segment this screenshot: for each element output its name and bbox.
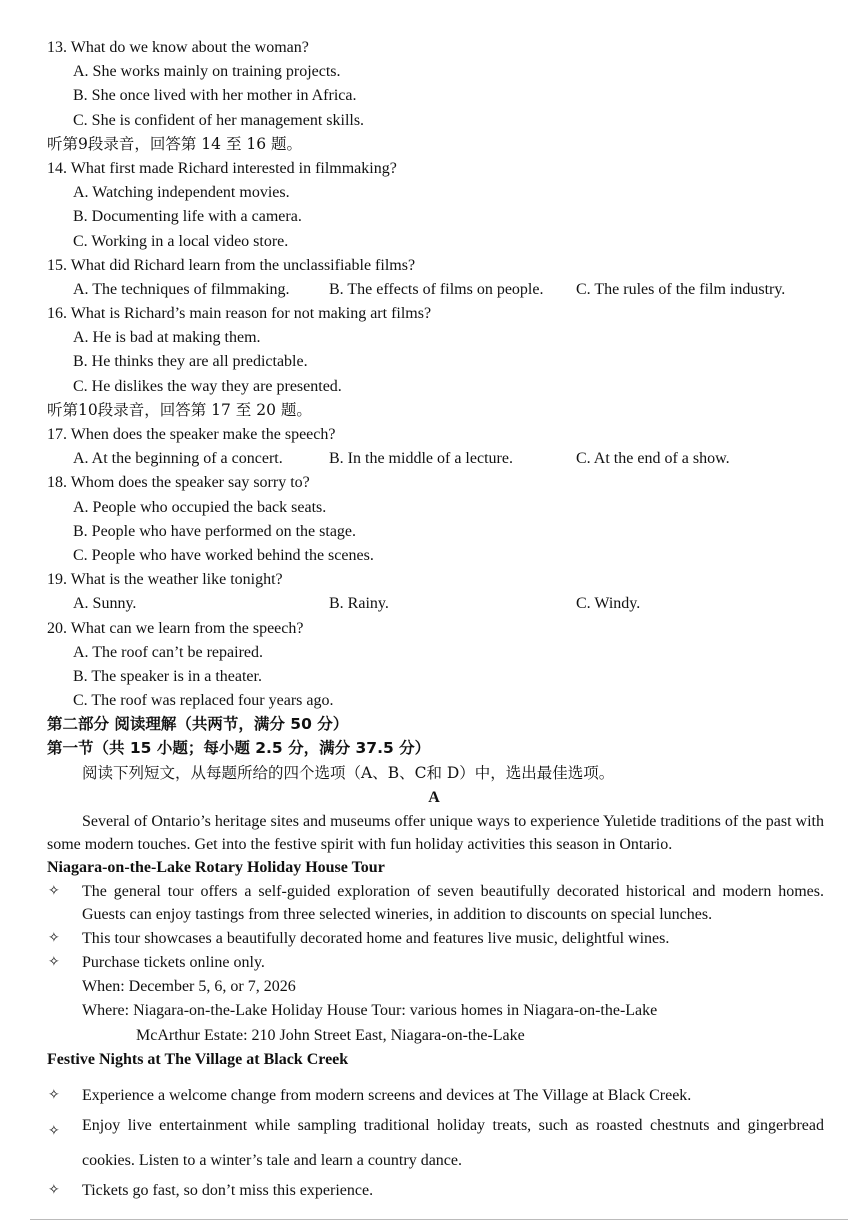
- question-14-option-c: C. Working in a local video store.: [73, 232, 289, 250]
- question-18-option-b: B. People who have performed on the stage.: [73, 522, 357, 540]
- bottom-divider: [30, 1219, 848, 1220]
- passage-label: A: [428, 788, 440, 806]
- event-1-when: When: December 5, 6, or 7, 2026: [82, 978, 296, 996]
- question-13-option-c: C. She is confident of her management skills.: [73, 111, 365, 129]
- event-1-bullet-text: The general tour offers a self-guided exploration of seven beautifully decorated historical and modern homes. Guests can enjoy tastings from three selected wineries, in addition to discounts on special lunches.: [82, 883, 824, 924]
- part-two-title: 第二部分 阅读理解（共两节，满分 50 分）: [47, 715, 349, 734]
- question-20-stem: 20. What can we learn from the speech?: [47, 619, 304, 637]
- question-17-stem: 17. When does the speaker make the speech?: [47, 426, 336, 443]
- question-19-option-b: B. Rainy.: [329, 595, 389, 613]
- bullet-mark-icon: ✧: [48, 954, 60, 971]
- event-1-bullet-text: Purchase tickets online only.: [82, 954, 265, 972]
- event-2-bullet: [0, 1084, 868, 1107]
- question-14-option-a: A. Watching independent movies.: [73, 184, 290, 202]
- event-1-where: Where: Niagara-on-the-Lake Holiday House Tour: various homes in Niagara-on-the-Lake: [82, 1002, 658, 1020]
- section-10-instruction: 听第10段录音，回答第 17 至 20 题。: [47, 400, 312, 419]
- section-one-title: 第一节（共 15 小题；每小题 2.5 分，满分 37.5 分）: [47, 739, 431, 758]
- question-15-stem: 15. What did Richard learn from the unclassifiable films?: [47, 256, 416, 274]
- question-16-stem: 16. What is Richard’s main reason for not making art films?: [47, 305, 432, 323]
- bullet-mark-icon: ✧: [48, 930, 60, 947]
- question-15-option-c: C. The rules of the film industry.: [576, 280, 786, 298]
- question-19-stem: 19. What is the weather like tonight?: [47, 571, 283, 589]
- event-2-bullet-text: Tickets go fast, so don’t miss this experience.: [82, 1181, 374, 1199]
- event-2-bullet: [0, 1179, 868, 1202]
- event-1-title: Niagara-on-the-Lake Rotary Holiday House Tour: [47, 859, 385, 876]
- question-16-option-a: A. He is bad at making them.: [73, 329, 261, 347]
- bullet-mark-icon: ✧: [48, 1086, 60, 1103]
- question-17-option-a: A. At the beginning of a concert.: [73, 450, 283, 468]
- question-18-option-c: C. People who have worked behind the scenes.: [73, 546, 374, 564]
- question-20-option-a: A. The roof can’t be repaired.: [73, 643, 263, 661]
- question-18-option-a: A. People who occupied the back seats.: [73, 498, 327, 516]
- question-14-stem: 14. What first made Richard interested in filmmaking?: [47, 159, 397, 177]
- question-15-option-a: A. The techniques of filmmaking.: [73, 280, 290, 298]
- question-15-options: [0, 278, 868, 302]
- event-1-bullet-text: This tour showcases a beautifully decorated home and features live music, delightful wines.: [82, 930, 670, 948]
- event-2-title: Festive Nights at The Village at Black Creek: [47, 1050, 349, 1068]
- question-16-option-c: C. He dislikes the way they are presented.: [73, 377, 342, 395]
- event-1-bullet: [0, 880, 868, 926]
- bullet-mark-icon: ✧: [48, 883, 60, 900]
- question-19-option-c: C. Windy.: [576, 595, 641, 613]
- question-13-option-a: A. She works mainly on training projects.: [73, 63, 341, 81]
- question-17-option-c: C. At the end of a show.: [576, 450, 730, 468]
- question-18-stem: 18. Whom does the speaker say sorry to?: [47, 474, 310, 492]
- question-20-option-b: B. The speaker is in a theater.: [73, 667, 262, 685]
- question-17-options: [0, 447, 868, 471]
- event-1-bullet: [0, 927, 868, 950]
- question-13-stem: 13. What do we know about the woman?: [47, 39, 309, 56]
- event-1-where-2: McArthur Estate: 210 John Street East, Niagara-on-the-Lake: [136, 1026, 525, 1044]
- event-2-bullet: [0, 1108, 868, 1178]
- bullet-mark-icon: ✧: [48, 1181, 60, 1198]
- exam-page: [0, 36, 868, 1203]
- question-17-option-b: B. In the middle of a lecture.: [329, 450, 513, 468]
- question-16-option-b: B. He thinks they are all predictable.: [73, 353, 308, 371]
- event-1-bullet: [0, 951, 868, 974]
- passage-intro-text: Several of Ontario’s heritage sites and museums offer unique ways to experience Yuletide traditions of the past with some modern touches. Get into the festive spirit with fun holiday activities this season in Ontario.: [47, 813, 824, 853]
- reading-instruction: 阅读下列短文，从每题所给的四个选项（A、B、C和 D）中，选出最佳选项。: [82, 763, 615, 782]
- question-13-option-b: B. She once lived with her mother in Africa.: [73, 87, 357, 105]
- question-20-option-c: C. The roof was replaced four years ago.: [73, 692, 334, 710]
- question-19-options: [0, 592, 868, 616]
- question-19-option-a: A. Sunny.: [73, 595, 137, 613]
- event-2-bullet-text: Experience a welcome change from modern screens and devices at The Village at Black Creek.: [82, 1086, 692, 1104]
- event-2-bullet-text: Enjoy live entertainment while sampling traditional holiday treats, such as roasted chestnuts and gingerbread cookies. Listen to a winter’s tale and learn a country dance.: [82, 1116, 824, 1169]
- question-14-option-b: B. Documenting life with a camera.: [73, 208, 302, 226]
- section-9-instruction: 听第9段录音，回答第 14 至 16 题。: [47, 134, 303, 153]
- passage-intro: [0, 810, 868, 856]
- bullet-mark-icon: ✧: [48, 1122, 60, 1139]
- question-15-option-b: B. The effects of films on people.: [329, 280, 544, 298]
